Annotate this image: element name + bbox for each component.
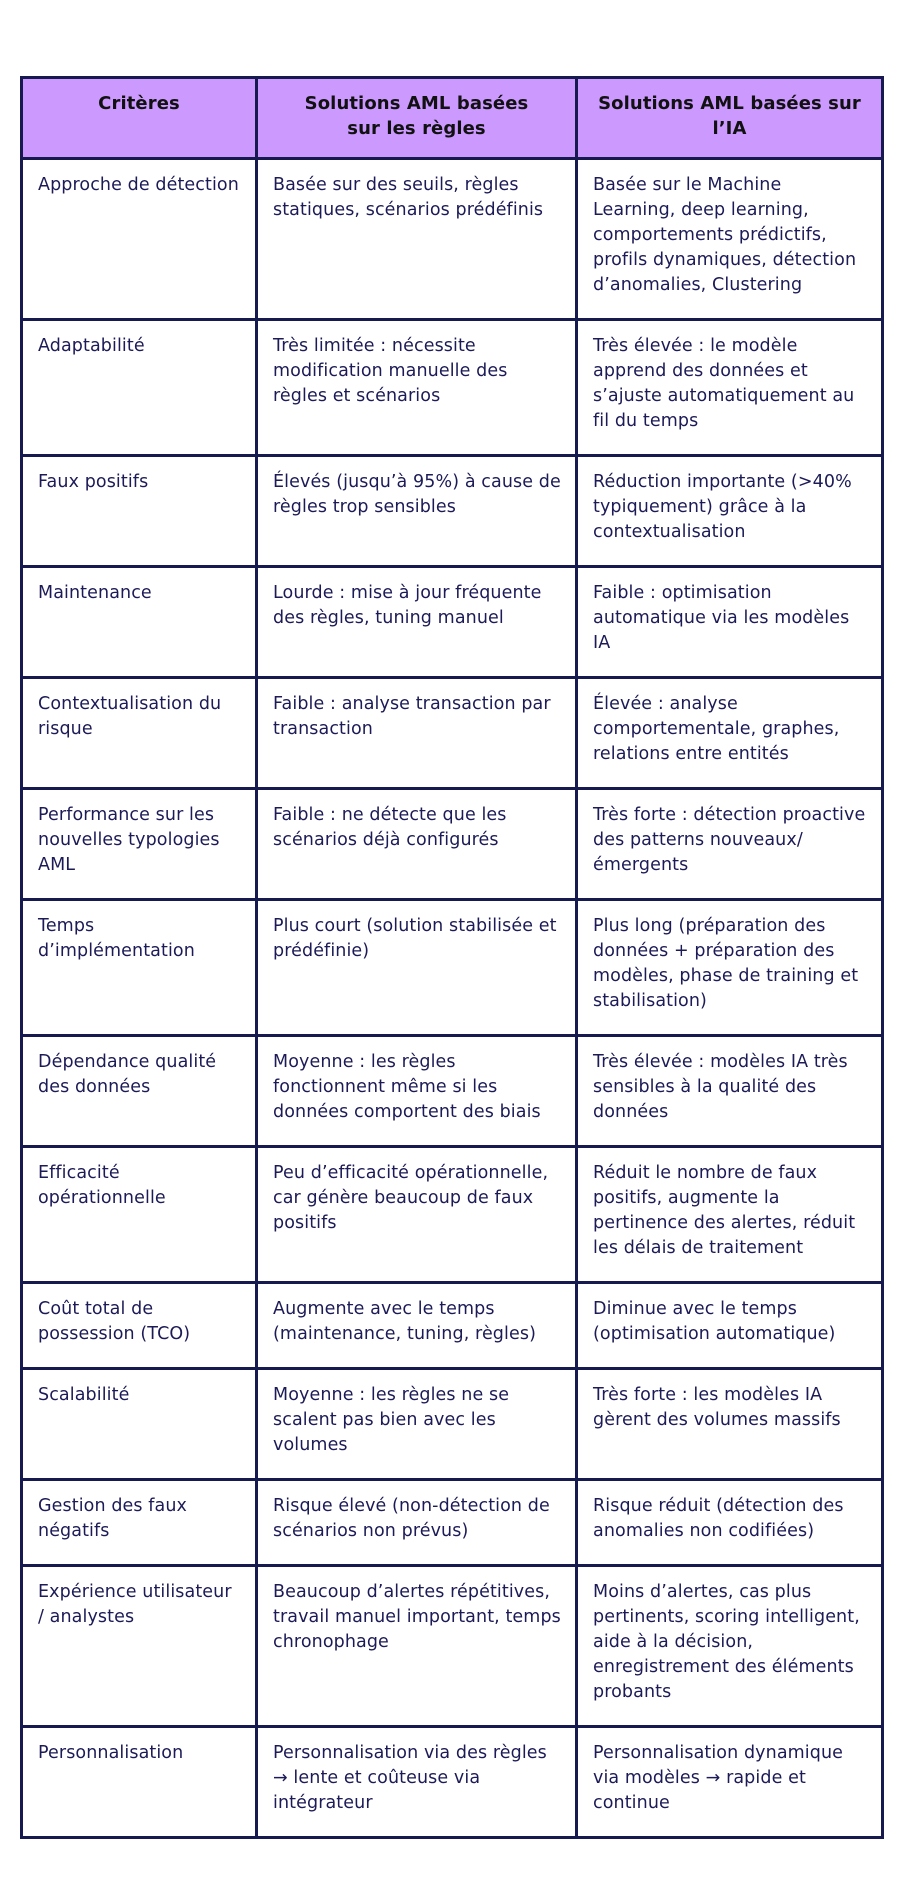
rules-cell: Peu d’efficacité opérationnelle, car génère beaucoup de faux positifs <box>257 1147 577 1283</box>
ai-cell: Risque réduit (détection des anomalies non codifiées) <box>577 1480 883 1566</box>
table-row <box>22 1147 883 1283</box>
criterion-cell: Efficacité opérationnelle <box>22 1147 257 1283</box>
rules-cell: Augmente avec le temps (maintenance, tuning, règles) <box>257 1283 577 1369</box>
ai-cell: Moins d’alertes, cas plus pertinents, scoring intelligent, aide à la décision, enregistrement des éléments probants <box>577 1566 883 1727</box>
criterion-cell: Expérience utilisateur / analystes <box>22 1566 257 1727</box>
rules-cell: Lourde : mise à jour fréquente des règles, tuning manuel <box>257 567 577 678</box>
criterion-cell: Temps d’implémentation <box>22 900 257 1036</box>
ai-cell: Élevée : analyse comportementale, graphes, relations entre entités <box>577 678 883 789</box>
rules-cell: Faible : ne détecte que les scénarios déjà configurés <box>257 789 577 900</box>
comparison-table <box>20 76 884 1839</box>
header-ai-solutions: Solutions AML basées sur l’IA <box>577 78 883 159</box>
rules-cell: Beaucoup d’alertes répétitives, travail manuel important, temps chronophage <box>257 1566 577 1727</box>
table-row <box>22 1480 883 1566</box>
criterion-cell: Performance sur les nouvelles typologies AML <box>22 789 257 900</box>
rules-cell: Faible : analyse transaction par transaction <box>257 678 577 789</box>
criterion-cell: Gestion des faux négatifs <box>22 1480 257 1566</box>
criterion-cell: Contextualisation du risque <box>22 678 257 789</box>
rules-cell: Moyenne : les règles fonctionnent même si les données comportent des biais <box>257 1036 577 1147</box>
table-row <box>22 567 883 678</box>
ai-cell: Faible : optimisation automatique via les modèles IA <box>577 567 883 678</box>
criterion-cell: Coût total de possession (TCO) <box>22 1283 257 1369</box>
table-row <box>22 1566 883 1727</box>
ai-cell: Très élevée : modèles IA très sensibles à la qualité des données <box>577 1036 883 1147</box>
criterion-cell: Scalabilité <box>22 1369 257 1480</box>
criterion-cell: Personnalisation <box>22 1727 257 1838</box>
criterion-cell: Faux positifs <box>22 456 257 567</box>
criterion-cell: Dépendance qualité des données <box>22 1036 257 1147</box>
table-row <box>22 1283 883 1369</box>
table-row <box>22 1369 883 1480</box>
ai-cell: Basée sur le Machine Learning, deep learning, comportements prédictifs, profils dynamiques, détection d’anomalies, Clustering <box>577 159 883 320</box>
table-row <box>22 789 883 900</box>
table-row <box>22 456 883 567</box>
rules-cell: Moyenne : les règles ne se scalent pas bien avec les volumes <box>257 1369 577 1480</box>
table-row <box>22 320 883 456</box>
criterion-cell: Approche de détection <box>22 159 257 320</box>
rules-cell: Plus court (solution stabilisée et prédéfinie) <box>257 900 577 1036</box>
header-criteria: Critères <box>22 78 257 159</box>
table-row <box>22 900 883 1036</box>
ai-cell: Réduction importante (>40% typiquement) grâce à la contextualisation <box>577 456 883 567</box>
rules-cell: Élevés (jusqu’à 95%) à cause de règles trop sensibles <box>257 456 577 567</box>
table-row <box>22 678 883 789</box>
rules-cell: Personnalisation via des règles → lente et coûteuse via intégrateur <box>257 1727 577 1838</box>
ai-cell: Plus long (préparation des données + préparation des modèles, phase de training et stabilisation) <box>577 900 883 1036</box>
ai-cell: Personnalisation dynamique via modèles → rapide et continue <box>577 1727 883 1838</box>
header-rules-solutions: Solutions AML basées sur les règles <box>257 78 577 159</box>
rules-cell: Basée sur des seuils, règles statiques, scénarios prédéfinis <box>257 159 577 320</box>
criterion-cell: Maintenance <box>22 567 257 678</box>
rules-cell: Risque élevé (non-détection de scénarios non prévus) <box>257 1480 577 1566</box>
comparison-table-container <box>20 76 881 1839</box>
table-header-row <box>22 78 883 159</box>
table-row <box>22 1036 883 1147</box>
ai-cell: Très forte : les modèles IA gèrent des volumes massifs <box>577 1369 883 1480</box>
ai-cell: Très élevée : le modèle apprend des données et s’ajuste automatiquement au fil du temps <box>577 320 883 456</box>
criterion-cell: Adaptabilité <box>22 320 257 456</box>
ai-cell: Diminue avec le temps (optimisation automatique) <box>577 1283 883 1369</box>
ai-cell: Réduit le nombre de faux positifs, augmente la pertinence des alertes, réduit les délais de traitement <box>577 1147 883 1283</box>
table-row <box>22 1727 883 1838</box>
ai-cell: Très forte : détection proactive des patterns nouveaux/émergents <box>577 789 883 900</box>
rules-cell: Très limitée : nécessite modification manuelle des règles et scénarios <box>257 320 577 456</box>
table-row <box>22 159 883 320</box>
